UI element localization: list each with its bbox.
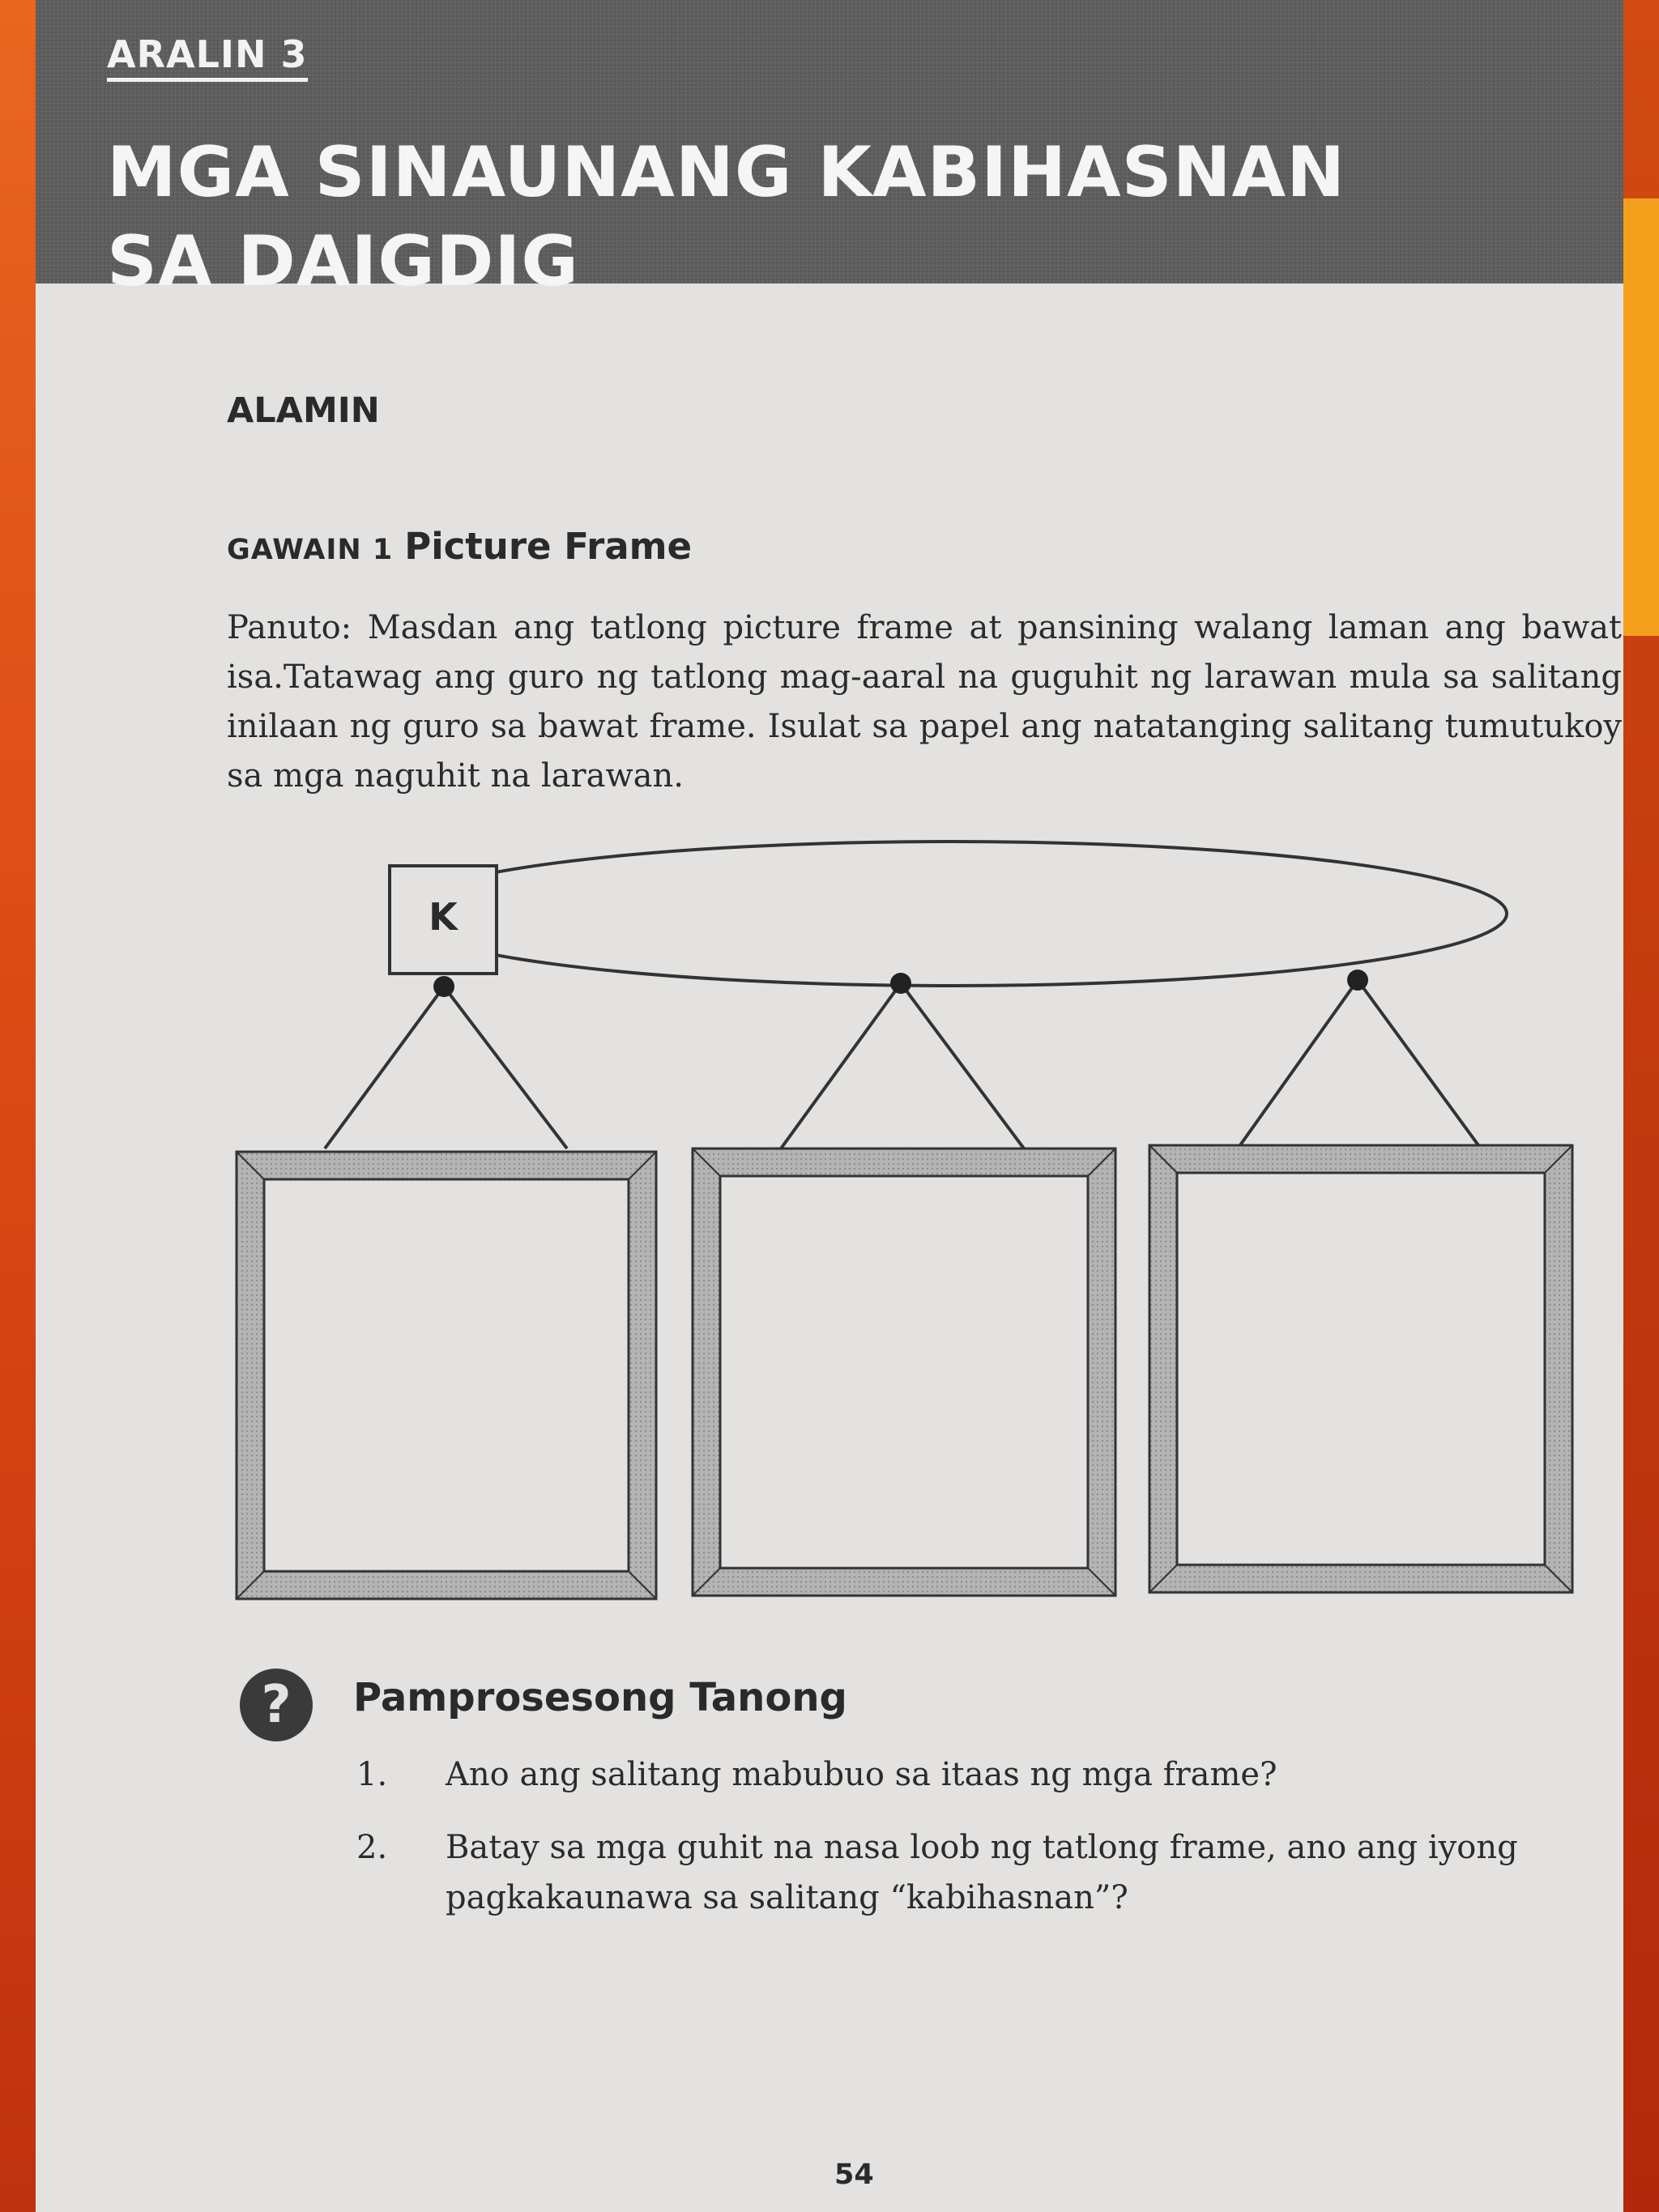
hanging-strings bbox=[325, 980, 1481, 1149]
section-heading: ALAMIN bbox=[227, 390, 380, 431]
word-oval bbox=[395, 842, 1507, 986]
book-page bbox=[36, 0, 1623, 2212]
question-number: 1. bbox=[356, 1756, 388, 1793]
letter-box-text: K bbox=[429, 895, 458, 939]
title-line-2: SA DAIGDIG bbox=[107, 221, 579, 302]
background-accent bbox=[1623, 198, 1659, 636]
picture-frame-1 bbox=[237, 1152, 656, 1599]
activity-name: Picture Frame bbox=[404, 525, 693, 568]
title-line-1: MGA SINAUNANG KABIHASNAN bbox=[107, 132, 1346, 213]
instructions-paragraph: Panuto: Masdan ang tatlong picture frame at pansining walang laman ang bawat isa.Tatawag ang guro ng tatlong mag-aaral na guguhit ng larawan mula sa salitang inilaan ng guro sa bawat frame. Isulat sa papel ang natatanging salitang tumutukoy sa mga naguhit na larawan. bbox=[227, 609, 1622, 795]
questions-heading: Pamprosesong Tanong bbox=[353, 1675, 847, 1720]
lesson-label: ARALIN 3 bbox=[107, 32, 308, 82]
question-item bbox=[356, 1822, 1620, 1923]
picture-frame-3 bbox=[1149, 1145, 1572, 1592]
question-number: 2. bbox=[356, 1829, 388, 1866]
question-text: Batay sa mga guhit na nasa loob ng tatlong frame, ano ang iyong pagkakaunawa sa salitang “kabihasnan”? bbox=[446, 1829, 1518, 1916]
question-item bbox=[356, 1750, 1620, 1800]
picture-frame-2 bbox=[693, 1149, 1115, 1596]
question-icon: ? bbox=[240, 1669, 313, 1741]
activity-label: GAWAIN 1 bbox=[227, 534, 394, 566]
hook-dots bbox=[433, 970, 1368, 997]
question-text: Ano ang salitang mabubuo sa itaas ng mga frame? bbox=[446, 1756, 1277, 1793]
page-number: 54 bbox=[834, 2159, 874, 2191]
